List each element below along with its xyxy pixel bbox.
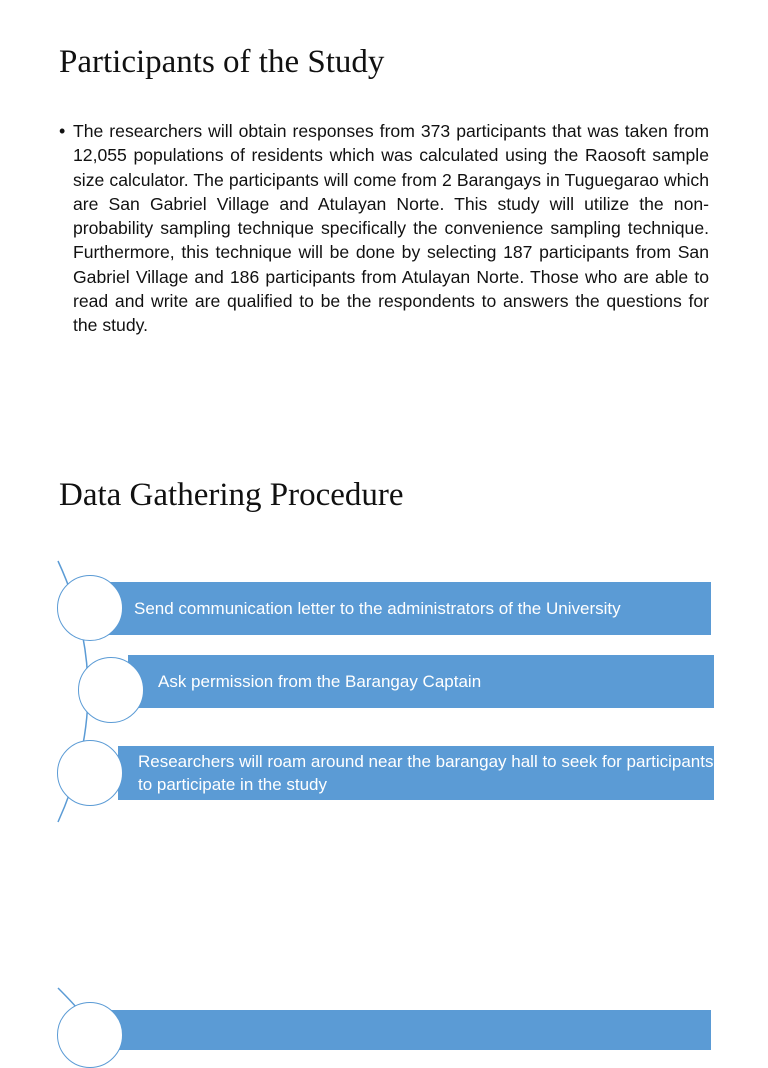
section-title-participants: Participants of the Study (59, 44, 385, 80)
bullet-marker: • (59, 121, 66, 141)
process-step-4-marker (57, 1002, 123, 1068)
process-step-1-marker (57, 575, 123, 641)
process-step-4 (108, 1010, 711, 1050)
process-step-2-label: Ask permission from the Barangay Captain (158, 672, 482, 691)
process-step-1-label: Send communication letter to the administrators of the University (134, 599, 621, 618)
process-step-1 (108, 582, 711, 635)
process-step-2 (128, 655, 714, 708)
process-step-3 (118, 746, 714, 800)
section-title-data-gathering: Data Gathering Procedure (59, 477, 404, 513)
process-step-2-marker (78, 657, 144, 723)
process-step-3-marker (57, 740, 123, 806)
process-step-3-label: Researchers will roam around near the barangay hall to seek for participants to participate in the study (138, 752, 714, 794)
participants-paragraph: The researchers will obtain responses from 373 participants that was taken from 12,055 populations of residents which was calculated using the Raosoft sample size calculator. The participants will come from 2 Barangays in Tuguegarao which are San Gabriel Village and Atulayan Norte. This study will utilize the non-probability sampling technique specifically the convenience sampling technique. Furthermore, this technique will be done by selecting 187 participants from San Gabriel Village and 186 participants from Atulayan Norte. Those who are able to read and write are qualified to be the respondents to answers the questions for the study. (73, 121, 709, 336)
